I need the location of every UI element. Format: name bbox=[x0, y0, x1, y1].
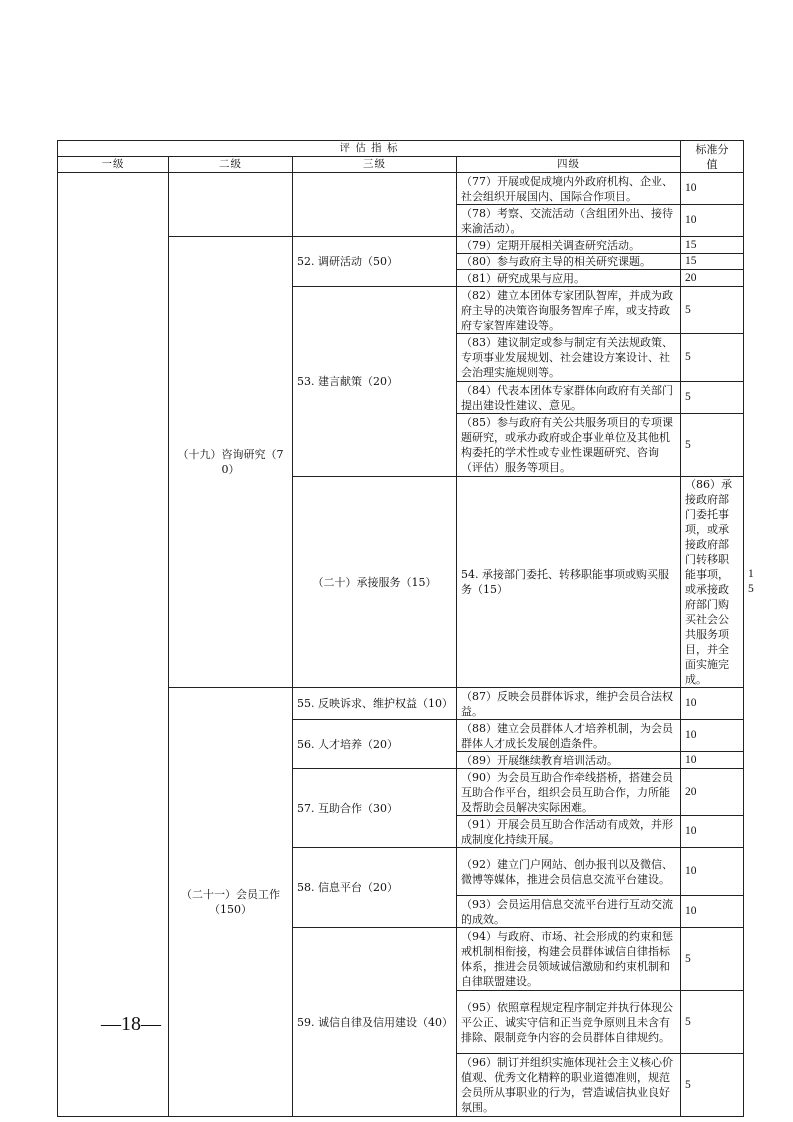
col-level1: 一级 bbox=[58, 157, 169, 173]
std-score-header: 标准分值 bbox=[681, 141, 744, 173]
level4-cell: （90）为会员互助合作牵线搭桥，搭建会员互助合作平台，组织会员互助合作，力所能及帮助会员解决实际困难。 bbox=[457, 769, 681, 816]
level4-cell: （77）开展或促成境内外政府机构、企业、社会组织开展国内、国际合作项目。 bbox=[457, 173, 681, 205]
score-cell: 5 bbox=[681, 382, 744, 414]
level4-cell: （94）与政府、市场、社会形成的约束和惩戒机制相衔接，构建会员群体诚信自律指标体系，推进会员领域诚信激励和约束机制和自律联盟建设。 bbox=[457, 928, 681, 991]
group-title: 评 估 指 标 bbox=[58, 141, 681, 157]
level1-cell bbox=[58, 173, 169, 1117]
score-cell: 20 bbox=[681, 270, 744, 287]
level4-cell: （79）定期开展相关调查研究活动。 bbox=[457, 237, 681, 254]
level4-cell: （81）研究成果与应用。 bbox=[457, 270, 681, 287]
header-row-1 bbox=[58, 141, 744, 157]
score-cell: 5 bbox=[681, 287, 744, 334]
score-cell: 10 bbox=[681, 688, 744, 720]
level4-cell: （80）参与政府主导的相关研究课题。 bbox=[457, 254, 681, 270]
col-level3: 三级 bbox=[293, 157, 457, 173]
level2-cell: （二十）承接服务（15） bbox=[293, 477, 457, 688]
score-cell: 20 bbox=[681, 769, 744, 816]
page-number: —18— bbox=[101, 1013, 161, 1035]
level4-cell: （93）会员运用信息交流平台进行互动交流的成效。 bbox=[457, 896, 681, 928]
evaluation-table bbox=[57, 140, 754, 1117]
score-cell: 5 bbox=[681, 414, 744, 477]
score-cell: 10 bbox=[681, 816, 744, 848]
level2-cell: （二十一）会员工作（150） bbox=[169, 688, 293, 1117]
score-cell: 10 bbox=[681, 896, 744, 928]
score-cell: 15 bbox=[681, 254, 744, 270]
level4-cell: （87）反映会员群体诉求，维护会员合法权益。 bbox=[457, 688, 681, 720]
score-cell: 5 bbox=[681, 1054, 744, 1117]
col-level2: 二级 bbox=[169, 157, 293, 173]
level4-cell: （82）建立本团体专家团队智库，并成为政府主导的决策咨询服务智库子库，或支持政府专家智库建设等。 bbox=[457, 287, 681, 334]
level2-cell-empty bbox=[169, 173, 293, 237]
score-cell: 15 bbox=[681, 237, 744, 254]
level2-cell: （十九）咨询研究（70） bbox=[169, 237, 293, 688]
table-row: （二十）承接服务（15） 54. 承接部门委托、转移职能事项或购买服务（15） （86）承接政府部门委托事项，或承接政府部门转移职能事项，或承接政府部门购买社会公共服务项目，并全面实施完成。 15 bbox=[58, 477, 744, 688]
score-cell: 10 bbox=[681, 173, 744, 205]
level3-cell: 58. 信息平台（20） bbox=[293, 848, 457, 928]
score-cell: 10 bbox=[681, 205, 744, 237]
score-cell: 5 bbox=[681, 928, 744, 991]
level3-cell: 57. 互助合作（30） bbox=[293, 769, 457, 848]
table-row bbox=[58, 173, 744, 205]
header-row-2 bbox=[58, 157, 744, 173]
level4-cell: （78）考察、交流活动（含组团外出、接待来渝活动）。 bbox=[457, 205, 681, 237]
level4-cell: （91）开展会员互助合作活动有成效，并形成制度化持续开展。 bbox=[457, 816, 681, 848]
score-cell: 10 bbox=[681, 720, 744, 752]
level3-cell: 54. 承接部门委托、转移职能事项或购买服务（15） bbox=[457, 477, 681, 688]
level4-cell: （89）开展继续教育培训活动。 bbox=[457, 752, 681, 769]
level3-cell: 53. 建言献策（20） bbox=[293, 287, 457, 477]
col-level4: 四级 bbox=[457, 157, 681, 173]
level4-cell: （84）代表本团体专家群体向政府有关部门提出建设性建议、意见。 bbox=[457, 382, 681, 414]
level4-cell: （85）参与政府有关公共服务项目的专项课题研究，或承办政府或企事业单位及其他机构委托的学术性或专业性课题研究、咨询（评估）服务等项目。 bbox=[457, 414, 681, 477]
score-cell: 5 bbox=[681, 991, 744, 1054]
level3-cell: 56. 人才培养（20） bbox=[293, 720, 457, 769]
level4-cell: （88）建立会员群体人才培养机制，为会员群体人才成长发展创造条件。 bbox=[457, 720, 681, 752]
score-cell: 10 bbox=[681, 848, 744, 896]
score-cell: 10 bbox=[681, 752, 744, 769]
level3-cell-empty bbox=[293, 173, 457, 237]
level4-cell: （86）承接政府部门委托事项，或承接政府部门转移职能事项，或承接政府部门购买社会公共服务项目，并全面实施完成。 bbox=[681, 477, 744, 688]
level3-cell: 59. 诚信自律及信用建设（40） bbox=[293, 928, 457, 1117]
level3-cell: 52. 调研活动（50） bbox=[293, 237, 457, 287]
level4-cell: （96）制订并组织实施体现社会主义核心价值观、优秀文化精粹的职业道德准则，规范会员所从事职业的行为，营造诚信执业良好氛围。 bbox=[457, 1054, 681, 1117]
score-cell: 5 bbox=[681, 334, 744, 382]
level4-cell: （92）建立门户网站、创办报刊以及微信、微博等媒体，推进会员信息交流平台建设。 bbox=[457, 848, 681, 896]
level3-cell: 55. 反映诉求、维护权益（10） bbox=[293, 688, 457, 720]
level4-cell: （83）建议制定或参与制定有关法规政策、专项事业发展规划、社会建设方案设计、社会治理实施规则等。 bbox=[457, 334, 681, 382]
level4-cell: （95）依照章程规定程序制定并执行体现公平公正、诚实守信和正当竞争原则且未含有排除、限制竞争内容的会员群体自律规约。 bbox=[457, 991, 681, 1054]
